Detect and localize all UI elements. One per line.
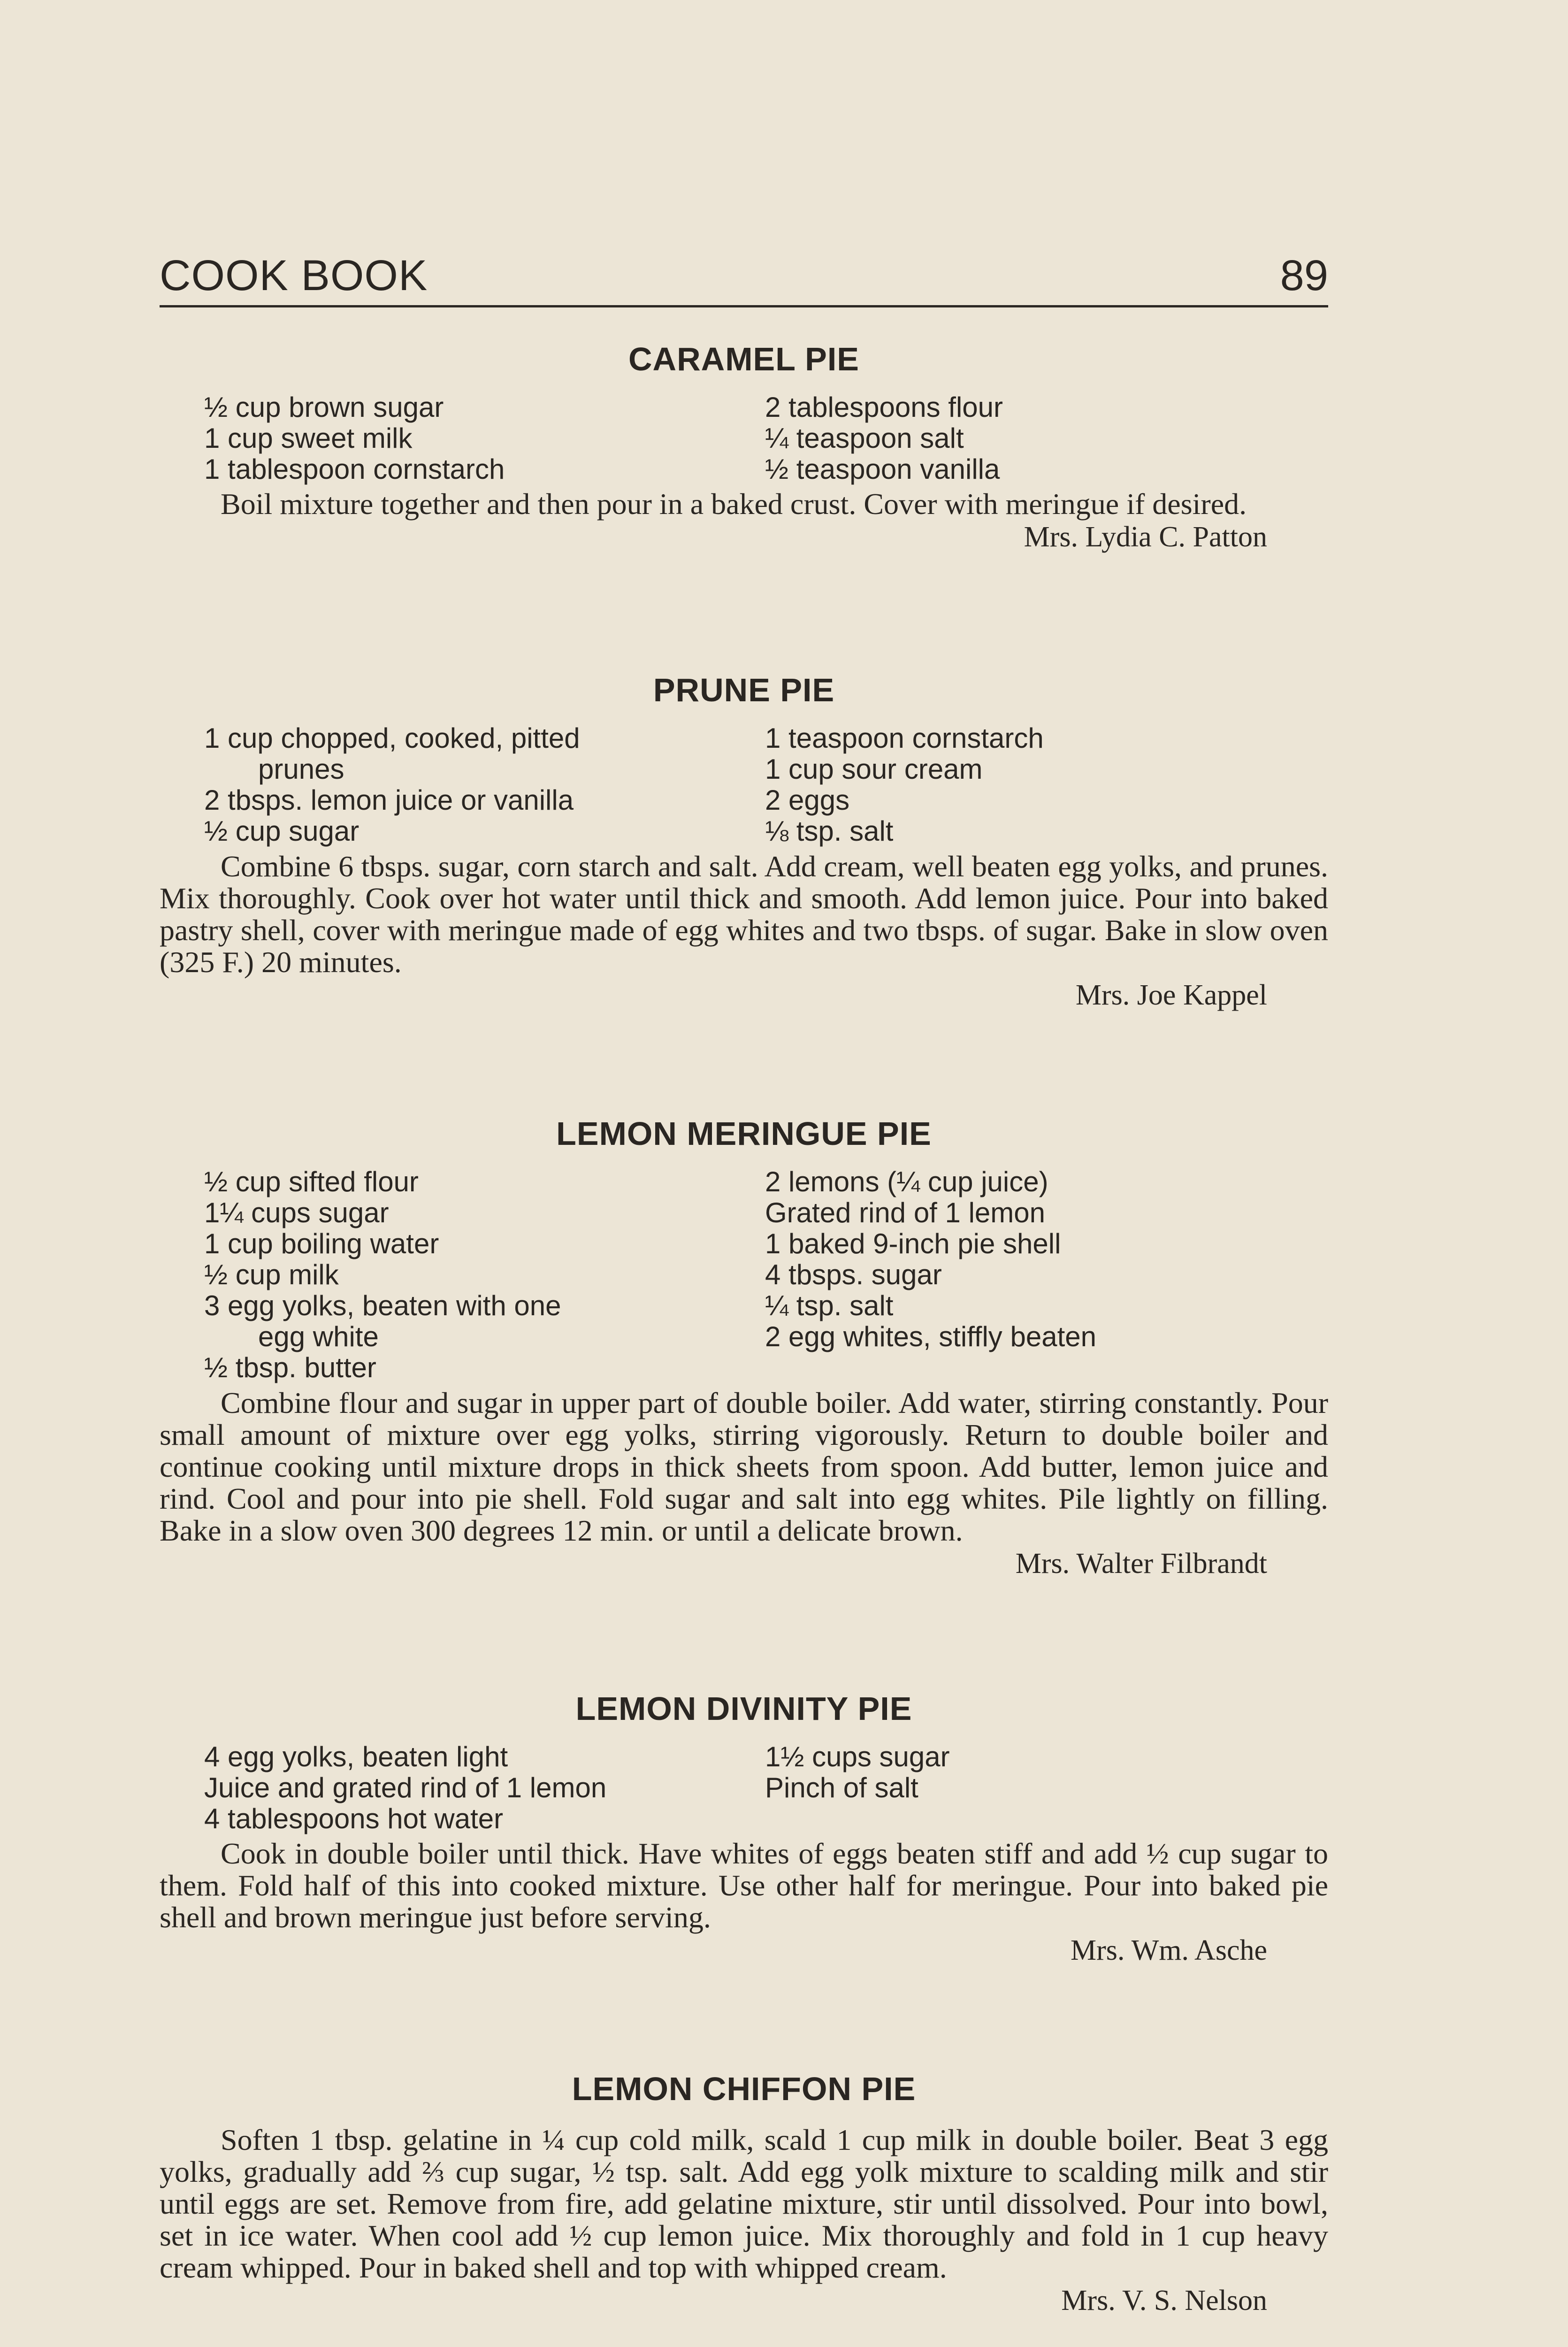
author: Mrs. V. S. Nelson: [1061, 2285, 1267, 2316]
ingredient: 1 baked 9-inch pie shell: [765, 1228, 1061, 1259]
ingredient: 1½ cups sugar: [765, 1741, 950, 1772]
ingredients-right: [765, 1166, 1096, 1352]
ingredient: ¼ tsp. salt: [765, 1290, 894, 1321]
ingredient: 1 teaspoon cornstarch: [765, 722, 1044, 754]
ingredient: ½ cup sugar: [204, 815, 359, 847]
recipe-title: PRUNE PIE: [653, 672, 835, 708]
ingredient: ½ tbsp. butter: [204, 1352, 376, 1383]
recipe-title: LEMON MERINGUE PIE: [556, 1115, 932, 1152]
ingredient: Pinch of salt: [765, 1772, 918, 1803]
ingredients: [160, 1741, 1328, 1838]
ingredient: egg white: [258, 1321, 379, 1352]
ingredient: ½ cup brown sugar: [204, 391, 444, 423]
ingredient: 4 tbsps. sugar: [765, 1259, 942, 1290]
directions: Soften 1 tbsp. gelatine in ¼ cup cold milk, scald 1 cup milk in double boiler. Beat 3 egg yolks, gradually add ⅔ cup sugar, ½ tsp. salt. Add egg yolk mixture to scalding milk and stir until eggs are set. Remove from fire, add gelatine mixture, stir until dissolved. Pour into bowl, set in ice water. When cool add ½ cup lemon juice. Mix thoroughly and fold in 1 cup heavy cream whipped. Pour in baked shell and top with whipped cream.: [160, 2123, 1328, 2284]
ingredient: 3 egg yolks, beaten with one: [204, 1290, 561, 1321]
ingredient: ⅛ tsp. salt: [765, 815, 894, 847]
author: Mrs. Lydia C. Patton: [1024, 521, 1267, 553]
ingredient: 2 tbsps. lemon juice or vanilla: [204, 784, 574, 816]
ingredient: 2 eggs: [765, 784, 850, 816]
recipe-lemon-divinity-pie: [160, 1683, 1328, 1967]
ingredient: ½ cup milk: [204, 1259, 339, 1290]
page-header: [160, 249, 1328, 307]
ingredient: ½ teaspoon vanilla: [765, 453, 1000, 485]
ingredient: 1 cup sweet milk: [204, 422, 413, 454]
author: Mrs. Joe Kappel: [1075, 979, 1267, 1011]
ingredient: Grated rind of 1 lemon: [765, 1197, 1045, 1228]
ingredient: 1 tablespoon cornstarch: [204, 453, 505, 485]
ingredient: 1¼ cups sugar: [204, 1197, 389, 1228]
book-title: COOK BOOK: [160, 252, 428, 299]
ingredient: 1 cup boiling water: [204, 1228, 439, 1259]
directions: Cook in double boiler until thick. Have whites of eggs beaten stiff and add ½ cup sugar to them. Fold half of this into cooked mixture. Use other half for meringue. Pour into baked pie shell and brown meringue just before serving.: [160, 1837, 1328, 1934]
ingredient: ½ cup sifted flour: [204, 1166, 419, 1197]
recipe-prune-pie: [160, 664, 1328, 1012]
ingredient: 1 cup sour cream: [765, 753, 983, 785]
ingredient: 2 egg whites, stiffly beaten: [765, 1321, 1096, 1352]
ingredients-left: [204, 1166, 561, 1383]
recipe-title: LEMON CHIFFON PIE: [572, 2071, 916, 2107]
ingredient: Juice and grated rind of 1 lemon: [204, 1772, 607, 1803]
ingredient: ¼ teaspoon salt: [765, 422, 964, 454]
ingredients-right: [765, 392, 1003, 485]
ingredient: 4 egg yolks, beaten light: [204, 1741, 508, 1772]
ingredients-right: [765, 1741, 950, 1803]
ingredients: [160, 723, 1328, 851]
directions: Combine flour and sugar in upper part of double boiler. Add water, stirring constantly. Pour small amount of mixture over egg yolks, stirring vigorously. Return to double boiler and continue cooking until mixture drops in thick sheets from spoon. Add butter, lemon juice and rind. Cool and pour into pie shell. Fold sugar and salt into egg whites. Pile lightly on filling. Bake in a slow oven 300 degrees 12 min. or until a delicate brown.: [160, 1386, 1328, 1547]
ingredient: 2 lemons (¼ cup juice): [765, 1166, 1048, 1197]
author: Mrs. Walter Filbrandt: [1015, 1548, 1267, 1580]
author: Mrs. Wm. Asche: [1070, 1934, 1267, 1966]
directions: Boil mixture together and then pour in a baked crust. Cover with meringue if desired.: [221, 487, 1247, 521]
directions: Combine 6 tbsps. sugar, corn starch and salt. Add cream, well beaten egg yolks, and prunes. Mix thoroughly. Cook over hot water until thick and smooth. Add lemon juice. Pour into baked pastry shell, cover with meringue made of egg whites and two tbsps. of sugar. Bake in slow oven (325 F.) 20 minutes.: [160, 850, 1328, 979]
recipe-caramel-pie: [160, 333, 1328, 554]
ingredient: 1 cup chopped, cooked, pitted: [204, 722, 580, 754]
ingredients-left: [204, 1741, 606, 1834]
ingredients-left: [204, 723, 580, 847]
ingredients-left: [204, 392, 505, 485]
recipe-title: LEMON DIVINITY PIE: [575, 1690, 912, 1727]
ingredient: prunes: [258, 753, 344, 785]
recipe-lemon-meringue-pie: [160, 1108, 1328, 1580]
ingredient: 4 tablespoons hot water: [204, 1803, 504, 1834]
recipe-title: CARAMEL PIE: [628, 341, 859, 377]
page-number: 89: [1280, 252, 1328, 299]
ingredient: 2 tablespoons flour: [765, 391, 1003, 423]
ingredients: [160, 1166, 1328, 1387]
recipe-lemon-chiffon-pie: [160, 2063, 1328, 2317]
ingredients-right: [765, 723, 1044, 847]
ingredients: [160, 392, 1328, 488]
